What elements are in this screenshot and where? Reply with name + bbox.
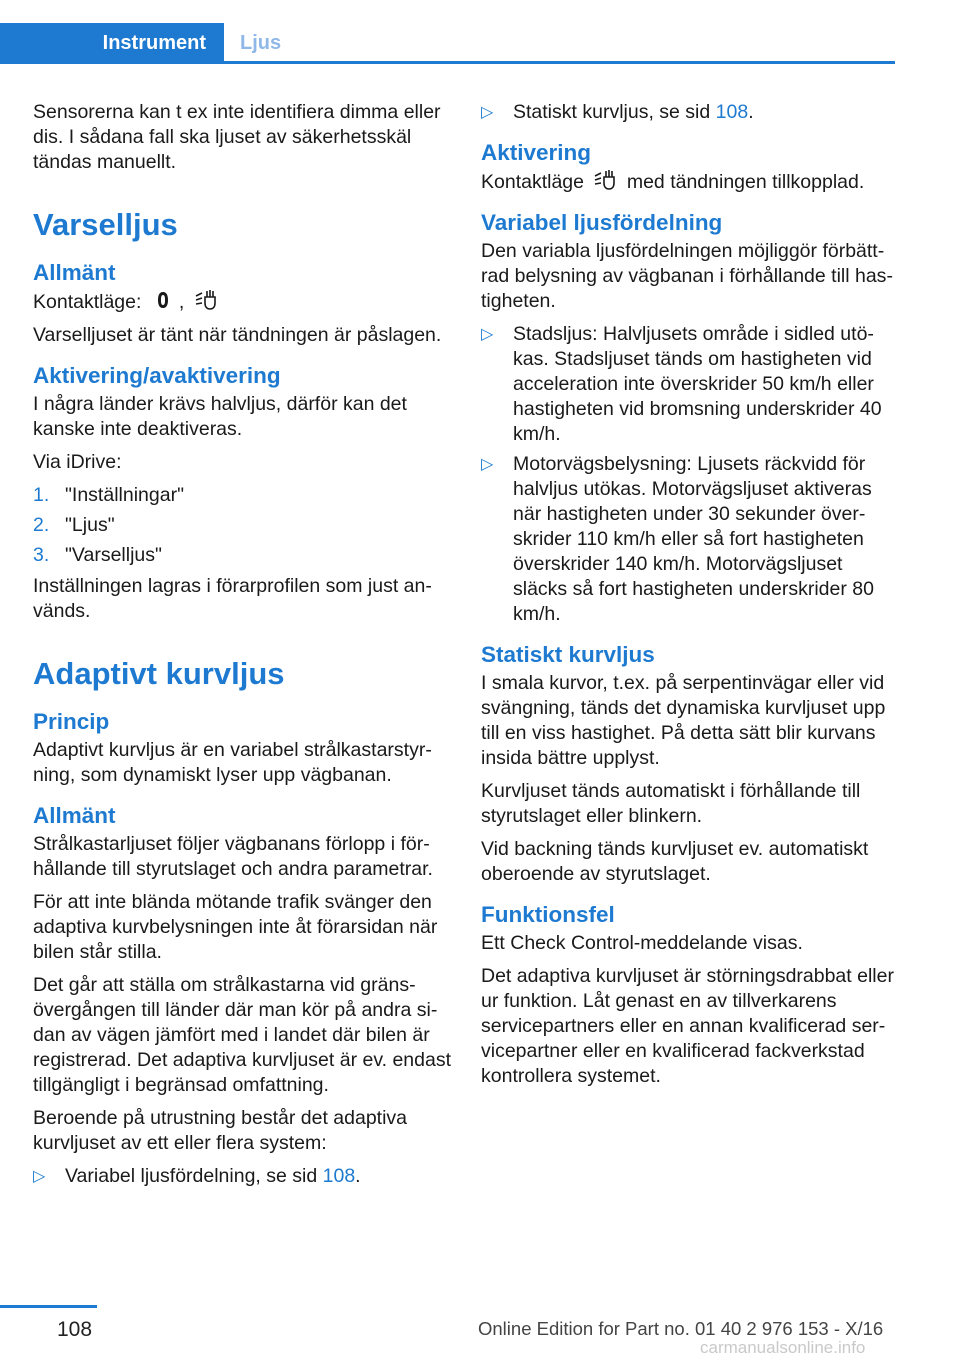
step-number: 2. [33, 514, 50, 536]
allmant-paragraph-3: Det går att ställa om strålkastarna vid gränsövergången till länder där man kör på andra sidan av vägen jämfört med i landet där bilen är registrerad. Det adaptiva kurvljuset är ev. endast tillgängligt i begränsad omfattning. [33, 974, 452, 1096]
funktionsfel-paragraph-1: Ett Check Control-meddelande visas. [481, 932, 803, 954]
ignition-on-icon [195, 289, 217, 311]
aktivering-line [481, 169, 899, 195]
varselljus-text: Varselljuset är tänt när tändningen är påslagen. [33, 324, 442, 346]
installning-text: Inställningen lagras i förarprofilen som just används. [33, 575, 432, 622]
step-text: "Varselljus" [65, 544, 162, 566]
bullet-triangle-icon: ▷ [481, 104, 494, 121]
heading-princip: Princip [33, 709, 110, 734]
list-item [33, 513, 453, 538]
heading-aktivering: Aktivering [481, 140, 592, 165]
list-item [33, 483, 453, 508]
statiskt-paragraph-3: Vid backning tänds kurvljuset ev. automatiskt oberoende av styrutslaget. [481, 838, 869, 885]
bullet-text: Statiskt kurvljus, se sid [513, 101, 716, 123]
step-number: 3. [33, 544, 50, 566]
bullet-triangle-icon: ▷ [481, 456, 494, 473]
kontaktlage-line [33, 289, 453, 315]
list-item [33, 1164, 453, 1189]
statiskt-paragraph-2: Kurvljuset tänds automatiskt i förhållande till styrutslaget eller blinkern. [481, 780, 861, 827]
aktivering-text: I några länder krävs halvljus, därför kan det kanske inte deaktiveras. [33, 393, 407, 440]
bullet-text: Stadsljus: Halvljusets område i sidled utökas. Stadsljuset tänds om hastigheten vid acceleration inte överskrider 50 km/h eller hastigheten vid bromsning underskrider 40 km/h. [513, 323, 882, 445]
intro-paragraph: Sensorerna kan t ex inte identifiera dimma eller dis. I sådana fall ska ljuset av säkerhetsskäl tändas manuellt. [33, 101, 441, 173]
step-text: "Ljus" [65, 514, 115, 536]
tab-ljus[interactable]: Ljus [240, 32, 282, 54]
list-item [481, 452, 899, 627]
ignition-position-1-icon [152, 289, 174, 311]
heading-allmant: Allmänt [33, 260, 116, 285]
via-idrive: Via iDrive: [33, 451, 122, 473]
page-link-108[interactable]: 108 [322, 1165, 356, 1187]
bullet-end: . [355, 1165, 361, 1187]
edition-text: Online Edition for Part no. 01 40 2 976 153 - X/16 [478, 1318, 884, 1339]
bullet-triangle-icon: ▷ [33, 1168, 46, 1185]
right-column [481, 100, 899, 1097]
list-item [33, 543, 453, 568]
heading-allmant-2: Allmänt [33, 803, 116, 828]
tab-instrument[interactable]: Instrument [0, 23, 224, 61]
list-item [481, 322, 899, 447]
header-tabbar [0, 23, 895, 64]
princip-text: Adaptivt kurvljus är en variabel strålkastarstyrning, som dynamiskt lyser upp vägbanan. [33, 739, 432, 786]
funktionsfel-paragraph-2: Det adaptiva kurvljuset är störningsdrabbat eller ur funktion. Låt genast en av tillverkarens servicepartners eller en annan kvalificerad servicepartner eller en kvalificerad fackverkstad kontrollera systemet. [481, 965, 894, 1087]
kontaktlage-separator: , [178, 291, 185, 313]
system-list [33, 1164, 453, 1189]
variabel-list [481, 322, 899, 627]
bullet-text: Variabel ljusfördelning, se sid [65, 1165, 323, 1187]
allmant-paragraph-4: Beroende på utrustning består det adaptiva kurvljuset av ett eller flera system: [33, 1107, 408, 1154]
aktivering-pre: Kontaktläge [481, 171, 584, 193]
variabel-text: Den variabla ljusfördelningen möjliggör förbättrad belysning av vägbanan i förhållande till hastigheten. [481, 240, 893, 312]
left-column [33, 100, 453, 1195]
heading-statiskt-kurvljus: Statiskt kurvljus [481, 642, 655, 667]
heading-variabel-ljusfordelning: Variabel ljusfördelning [481, 210, 723, 235]
watermark: carmanualsonline.info [700, 1338, 866, 1357]
list-item [481, 100, 899, 125]
system-list-continued [481, 100, 899, 125]
idrive-steps [33, 483, 453, 568]
heading-funktionsfel: Funktionsfel [481, 902, 615, 927]
allmant-paragraph-2: För att inte blända mötande trafik svänger den adaptiva kurvbelysningen inte åt förarsidan när bilen står stilla. [33, 891, 438, 963]
step-text: "Inställningar" [65, 484, 184, 506]
aktivering-post: med tändningen tillkopplad. [626, 171, 865, 193]
ignition-on-icon [594, 169, 616, 191]
footer-divider [0, 1305, 97, 1308]
heading-aktivering-avaktivering: Aktivering/avaktivering [33, 363, 281, 388]
step-number: 1. [33, 484, 50, 506]
page-number: 108 [57, 1318, 93, 1341]
statiskt-paragraph-1: I smala kurvor, t.ex. på serpentinvägar eller vid svängning, tänds det dynamiska kurvljuset upp till en viss hastighet. På detta sätt blir kurvans insida bättre upplyst. [481, 672, 886, 769]
bullet-text: Motorvägsbelysning: Ljusets räckvidd för halvljus utökas. Motorvägsljuset aktiveras när hastigheten under 30 sekunder överskrider 110 km/h eller så fort hastigheten överskrider 140 km/h. Motorvägsljuset släcks så fort hastigheten underskrider 80 km/h. [513, 453, 874, 625]
bullet-triangle-icon: ▷ [481, 326, 494, 343]
heading-adaptivt-kurvljus: Adaptivt kurvljus [33, 656, 285, 691]
allmant-paragraph-1: Strålkastarljuset följer vägbanans förlopp i förhållande till styrutslaget och andra parametrar. [33, 833, 433, 880]
kontaktlage-label: Kontaktläge: [33, 291, 142, 313]
heading-varselljus: Varselljus [33, 207, 178, 242]
bullet-end: . [748, 101, 754, 123]
page-link-108[interactable]: 108 [715, 101, 749, 123]
